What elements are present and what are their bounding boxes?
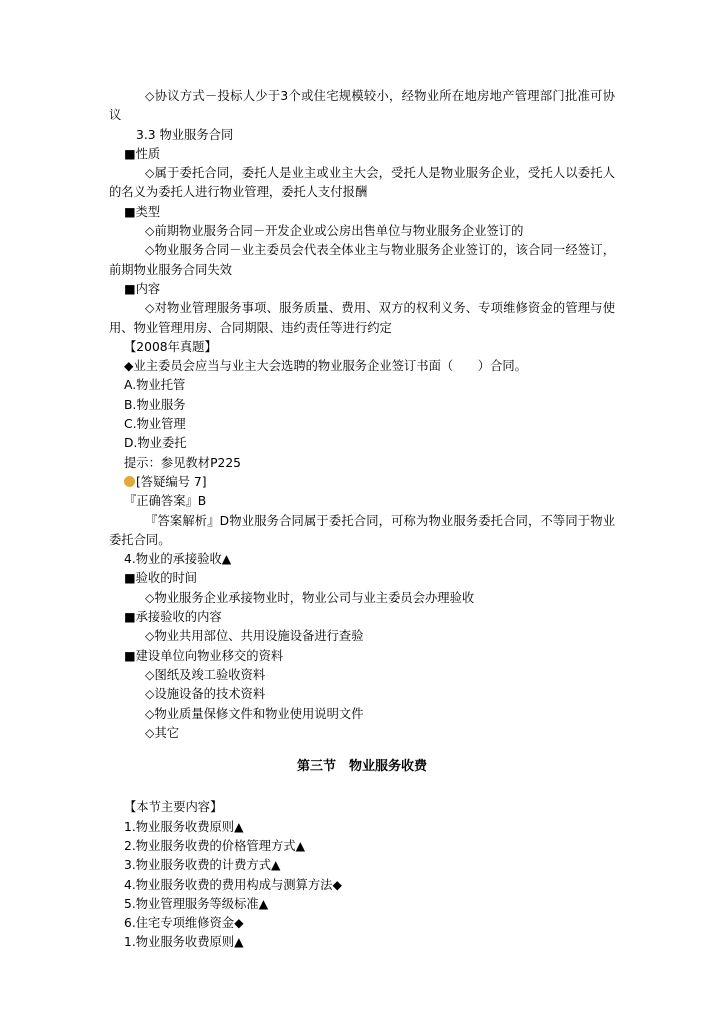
text-line: ◇物业共用部位、共用设施设备进行查验 — [145, 629, 364, 644]
question-mark-icon[interactable] — [124, 476, 135, 487]
text-line: ◇物业服务企业承接物业时，物业公司与业主委员会办理验收 — [145, 590, 475, 605]
text-line: 【本节主要内容】 — [124, 800, 223, 815]
text-line: 『正确答案』B — [124, 494, 207, 509]
bottom-block — [109, 798, 615, 952]
text-line: ◇物业服务合同－业主委员会代表全体业主与物业服务企业签订的，该合同一经签订，前期物业服务合同失效 — [109, 243, 615, 277]
text-line: 提示：参见教材P225 — [124, 455, 241, 470]
text-line: ■承接验收的内容 — [124, 610, 222, 625]
text-line: D.物业委托 — [124, 436, 187, 451]
text-line: ◇图纸及竣工验收资料 — [145, 667, 266, 682]
top-block — [109, 87, 615, 473]
text-line: 6.住宅专项维修资金◆ — [124, 916, 244, 931]
text-line: 2.物业服务收费的价格管理方式▲ — [124, 838, 306, 853]
text-line: 1.物业服务收费原则▲ — [124, 935, 244, 950]
text-line: ■建设单位向物业移交的资料 — [124, 648, 284, 663]
text-line: 『答案解析』D物业服务合同属于委托合同，可称为物业服务委托合同，不等同于物业委托合同。 — [109, 513, 615, 547]
text-line: B.物业服务 — [124, 397, 186, 412]
text-line: ◇对物业管理服务事项、服务质量、费用、双方的权利义务、专项维修资金的管理与使用、物业管理用房、合同期限、违约责任等进行约定 — [109, 301, 615, 335]
mid-block — [109, 492, 615, 743]
text-line: ◆业主委员会应当与业主大会选聘的物业服务企业签订书面（ ）合同。 — [124, 359, 527, 374]
text-line: 4.物业的承接验收▲ — [124, 552, 232, 567]
section-heading: 第三节 物业服务收费 — [296, 759, 427, 775]
text-line: 3.3 物业服务合同 — [136, 127, 234, 142]
text-line: 【2008年真题】 — [124, 339, 217, 354]
text-line: 4.物业服务收费的费用构成与测算方法◆ — [124, 877, 342, 892]
text-line: A.物业托管 — [124, 378, 186, 393]
text-line: C.物业管理 — [124, 417, 186, 432]
answer-id[interactable]: [答疑编号 7] — [136, 474, 207, 489]
text-line: ■性质 — [124, 146, 161, 161]
text-line: ◇前期物业服务合同－开发企业或公房出售单位与物业服务企业签订的 — [145, 224, 524, 239]
text-line: ◇协议方式－投标人少于3个或住宅规模较小，经物业所在地房地产管理部门批准可协议 — [109, 89, 615, 123]
text-line: 1.物业服务收费原则▲ — [124, 819, 244, 834]
text-line: ◇其它 — [145, 725, 180, 740]
text-line: 5.物业管理服务等级标准▲ — [124, 896, 269, 911]
text-line: 3.物业服务收费的计费方式▲ — [124, 858, 281, 873]
text-line: ■类型 — [124, 204, 161, 219]
document-body — [109, 87, 615, 953]
text-line: ◇设施设备的技术资料 — [145, 687, 266, 702]
text-line: ◇物业质量保修文件和物业使用说明文件 — [145, 706, 364, 721]
text-line: ◇属于委托合同，委托人是业主或业主大会，受托人是物业服务企业，受托人以委托人的名义为委托人进行物业管理，委托人支付报酬 — [109, 166, 615, 200]
text-line: ■内容 — [124, 281, 161, 296]
text-line: ■验收的时间 — [124, 571, 198, 586]
answer-id-line — [109, 473, 615, 492]
